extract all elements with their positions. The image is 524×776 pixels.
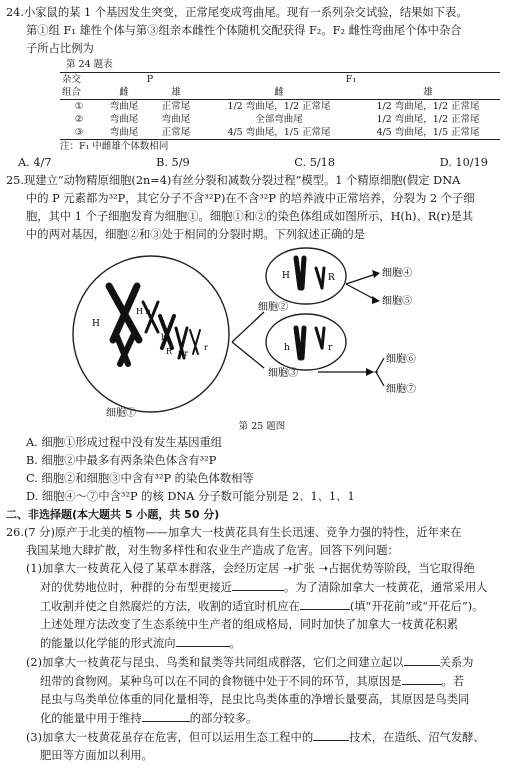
q25-option-b[interactable]: B. 细胞②中最多有两条染色体含有³²P [26, 454, 217, 467]
cell1-label: 细胞① [106, 408, 136, 419]
header-cross: 杂交 [60, 73, 98, 87]
answer-blank-6[interactable] [142, 709, 190, 722]
q24-stem-line-2: 第①组 F₁ 雄性个体与第③组亲本雌性个体随机交配获得 F₂。F₂ 雌性弯曲尾个体中杂合 [26, 24, 462, 37]
cell6-label: 细胞⑥ [386, 354, 416, 365]
q26-p3-line-2: 肥田等方面加以利用。 [40, 749, 153, 762]
gene-label-Hh: H h [136, 307, 151, 316]
table-row: ③ 弯曲尾 正常尾 4/5 弯曲尾，1/5 正常尾 4/5 弯曲尾，1/5 正常尾 [60, 126, 500, 140]
gene-label-r: r [204, 343, 208, 352]
q25-stem-line-4: 中的两对基因，细胞②和③处于相同的分裂时期。下列叙述正确的是 [26, 228, 365, 241]
exam-page [6, 4, 518, 765]
gene-label-h: h [161, 333, 167, 342]
answer-blank-3[interactable] [176, 634, 230, 647]
svg-text:h: h [284, 343, 290, 353]
q26-p2-line-4: 化的能量中用于维持 的部分较多。 [6, 709, 518, 728]
q25-option-c[interactable]: C. 细胞②和细胞③中含有³²P 的染色体数相等 [26, 472, 254, 485]
cell2-chromosomes [296, 258, 324, 358]
answer-blank-5[interactable] [402, 672, 442, 685]
q26-p1-line-2: 对的优势地位时，种群的分布型更接近 。为了清除加拿大一枝黄花，通常采用人 [6, 578, 518, 597]
q24-stem-line-1: 24.小家鼠的某 1 个基因发生突变，正常尾变成弯曲尾。现有一系列杂交试验，结果如下表。 [6, 6, 468, 19]
q26-p2-line-2: 纽带的食物网。某种鸟可以在不同的食物链中处于不同的环节，其原因是 。若 [6, 672, 518, 691]
gene-label-H: H [92, 319, 100, 329]
cell5-label: 细胞⑤ [382, 296, 412, 307]
q24-table-caption: 第 24 题表 [66, 59, 113, 70]
header-p: P [98, 73, 202, 87]
q24-table-note: 注：F₁ 中雌雄个体数相同 [60, 141, 169, 152]
q26-p2-line-3: 昆虫与鸟类单位体重的同化量相等，昆虫比鸟类体重的净增长量要高，其原因是鸟类同 [40, 693, 470, 706]
q26-p1-line-3: 工收割并使之自然腐烂的方法，收割的适宜时机应在 (填“开花前”或“开花后”)。 [6, 597, 518, 616]
table-row: ① 弯曲尾 正常尾 1/2 弯曲尾，1/2 正常尾 1/2 弯曲尾，1/2 正常尾 [60, 100, 500, 114]
header-group: 组合 [62, 87, 82, 98]
q25-figure [6, 244, 518, 420]
header-p-female: 雌 [119, 87, 129, 98]
cell2-lower [266, 314, 346, 370]
q26-stem-line-2: 我国某地大肆扩散，对生物多样性和农业生产造成了危害。回答下列问题： [26, 544, 399, 557]
cell4-label: 细胞④ [382, 268, 412, 279]
q25-option-a[interactable]: A. 细胞①形成过程中没有发生基因重组 [26, 436, 223, 449]
q25-option-d[interactable]: D. 细胞④～⑦中含³²P 的核 DNA 分子数可能分别是 2、1、1、1 [26, 490, 355, 503]
svg-text:r: r [328, 343, 333, 353]
cell2-label-left: 细胞② [258, 302, 288, 313]
q25-stem-line-3: 胞，其中 1 个子细胞发育为细胞①。细胞①和②的染色体组成如图所示，H(h)、R(r)是其 [26, 210, 474, 223]
cell3-label: 细胞③ [268, 368, 298, 379]
q24-option-a[interactable]: A. 4/7 [18, 156, 52, 169]
q24-options [6, 154, 488, 172]
q24-option-b[interactable]: B. 5/9 [156, 156, 190, 169]
q24-cross-table [60, 72, 500, 140]
header-f1: F₁ [202, 73, 500, 87]
q26-p1-line-4: 上述处理方法改变了生态系统中生产者的组成格局，同时加快了加拿大一枝黄花积累 [40, 618, 458, 631]
q25-stem-line-2: 中的 P 元素都为³²P，其它分子不含³²P)在不含³²P 的培养液中正常培养，分裂为 2 个子细 [26, 192, 475, 205]
answer-blank-7[interactable] [313, 728, 349, 741]
header-f1-male: 雄 [423, 87, 433, 98]
answer-blank-2[interactable] [300, 597, 350, 610]
header-p-male: 雄 [171, 87, 181, 98]
table-row: ② 弯曲尾 弯曲尾 全部弯曲尾 1/2 弯曲尾，1/2 正常尾 [74, 114, 480, 125]
cell7-label: 细胞⑦ [386, 384, 416, 395]
section-heading: 二、非选择题(本大题共 5 小题，共 50 分) [6, 508, 220, 521]
q24-option-d[interactable]: D. 10/19 [439, 156, 488, 169]
header-f1-female: 雌 [274, 87, 284, 98]
gene-label-R: R [166, 347, 173, 356]
cell-division-diagram [6, 244, 518, 420]
q26-p3-line-1: (3)加拿大一枝黄花虽存在危害，但可以运用生态工程中的 技术，在造纸、沼气发酵、 [6, 728, 518, 747]
q26-stem-line-1: 26.(7 分)原产于北美的植物——加拿大一枝黄花具有生长迅速、竞争力强的特性，近年来在 [6, 526, 462, 539]
answer-blank-1[interactable] [232, 578, 284, 591]
q26-p2-line-1: (2)加拿大一枝黄花与昆虫、鸟类和鼠类等共同组成群落，它们之间建立起以 关系为 [6, 653, 518, 672]
svg-text:R: R [328, 273, 335, 283]
q25-stem-line-1: 25.现建立“动物精原细胞(2n=4)有丝分裂和减数分裂过程”模型。1 个精原细胞(假定 DNA [6, 174, 461, 187]
answer-blank-4[interactable] [404, 653, 440, 666]
q26-p1-line-1: (1)加拿大一枝黄花入侵了某草本群落，会经历定居 ➝扩张 ➝占据优势等阶段，当它取得绝 [26, 562, 475, 575]
cell1-membrane [73, 256, 229, 412]
q26-p1-line-5: 的能量以化学能的形式流向 。 [6, 634, 518, 653]
gene-label-rr: r r [178, 349, 189, 358]
q25-figure-caption: 第 25 题图 [238, 421, 286, 432]
q24-option-c[interactable]: C. 5/18 [294, 156, 336, 169]
q24-stem-line-3: 子所占比例为 [26, 42, 94, 55]
svg-text:H: H [282, 271, 290, 281]
